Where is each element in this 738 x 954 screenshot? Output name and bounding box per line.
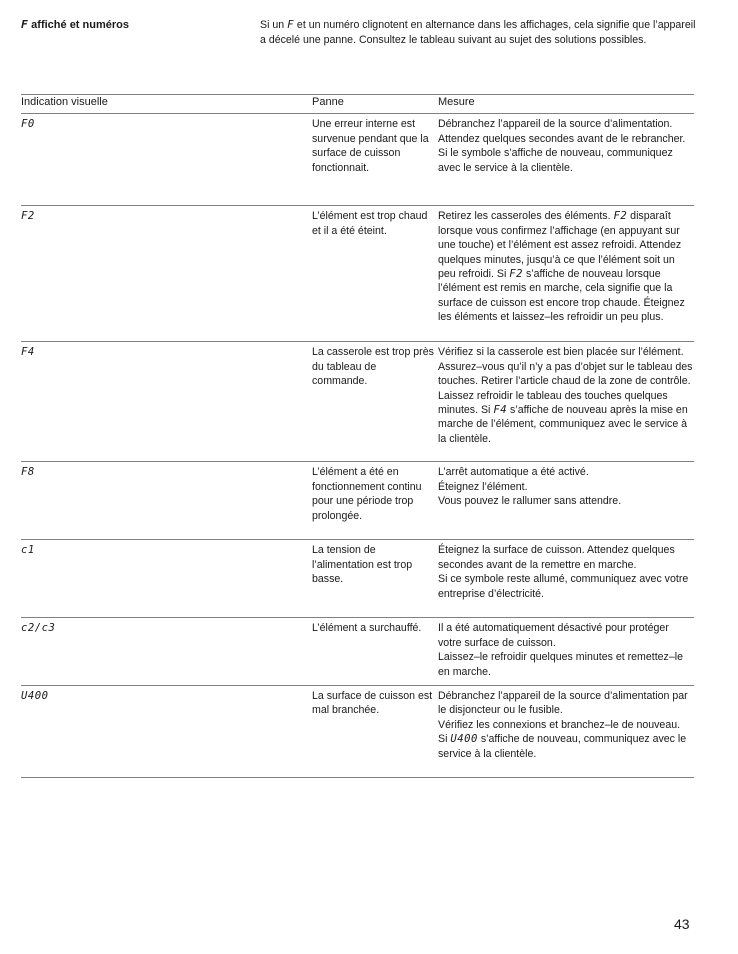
action-cell [438, 618, 694, 686]
table-row [21, 540, 694, 618]
fault-cell: Une erreur interne est survenue pendant que la surface de cuisson fonctionnait. [312, 114, 438, 206]
header-fault: Panne [312, 95, 438, 114]
intro-code: F [287, 19, 294, 31]
inline-display-code: F2 [509, 268, 524, 281]
action-line [438, 465, 694, 479]
display-code-cell [21, 114, 312, 206]
intro-text: Si un [260, 19, 288, 31]
action-cell [438, 686, 694, 778]
action-cell [438, 342, 694, 462]
inline-display-code: U400 [450, 733, 478, 746]
action-text: disparaît lorsque vous confirmez l’affichage (en appuyant sur une touche) et l’élément est assez refroidi. Attendez quelques minutes, jusqu’à ce que l’élément soit un peu refroidi. Si [438, 210, 682, 281]
action-text: Si le symbole s’affiche de nouveau, communiquez avec le service à la clientèle. [438, 147, 673, 174]
action-cell [438, 114, 694, 206]
action-text: Vérifiez les connexions et branchez–le de nouveau. [438, 718, 681, 731]
action-line [438, 572, 694, 601]
table-row [21, 114, 694, 206]
display-code: c2/c3 [21, 622, 56, 635]
display-code: F4 [21, 346, 35, 359]
action-text: s’affiche de nouveau, communiquez avec le service à la clientèle. [438, 733, 687, 760]
action-line [438, 480, 694, 494]
table-row [21, 342, 694, 462]
action-text: Il a été automatiquement désactivé pour protéger votre surface de cuisson. [438, 622, 669, 649]
heading-text: affiché et numéros [28, 19, 129, 31]
action-text: Vous pouvez le rallumer sans attendre. [438, 495, 622, 508]
action-cell [438, 462, 694, 540]
action-text: Si ce symbole reste allumé, communiquez avec votre entreprise d’électricité. [438, 573, 689, 600]
action-line [438, 732, 694, 761]
error-code-table [21, 94, 694, 778]
fault-cell: La surface de cuisson est mal branchée. [312, 686, 438, 778]
fault-cell: La casserole est trop près du tableau de commande. [312, 342, 438, 462]
action-line [438, 494, 694, 508]
intro-text-rest: et un numéro clignotent en alternance dans les affichages, cela signifie que l’appareil a décelé une panne. Consultez le tableau suivant au sujet des solutions possibles. [260, 19, 696, 46]
action-text: Éteignez l’élément. [438, 480, 528, 493]
fault-cell: L’élément est trop chaud et il a été éteint. [312, 206, 438, 342]
display-code: F0 [21, 118, 35, 131]
action-text: s’affiche de nouveau lorsque l’élément est remis en marche, cela signifie que la surface de cuisson est encore trop chaude. Éteignez les éléments et laissez–les refroidir un peu plus. [438, 268, 685, 324]
action-cell [438, 540, 694, 618]
header-action: Mesure [438, 95, 694, 114]
action-text: Éteignez la surface de cuisson. Attendez quelques secondes avant de la remettre en marche. [438, 544, 675, 571]
action-line [438, 117, 694, 146]
action-line [438, 209, 694, 324]
action-text: Laissez–le refroidir quelques minutes et remettez–le en marche. [438, 651, 683, 678]
table-header-row [21, 95, 694, 114]
action-text: Si [438, 733, 451, 746]
display-code-cell [21, 206, 312, 342]
action-line [438, 621, 694, 650]
action-text: Retirez les casseroles des éléments. [438, 210, 614, 223]
action-line [438, 689, 694, 718]
display-code-cell [21, 342, 312, 462]
intro-paragraph [260, 18, 700, 48]
display-code: F8 [21, 466, 35, 479]
display-code: c1 [21, 544, 35, 557]
table-row [21, 618, 694, 686]
action-line [438, 543, 694, 572]
table-row [21, 462, 694, 540]
fault-cell: L’élément a surchauffé. [312, 618, 438, 686]
display-code-cell [21, 686, 312, 778]
inline-display-code: F2 [613, 210, 628, 223]
display-code-cell [21, 462, 312, 540]
display-code: F2 [21, 210, 35, 223]
action-line [438, 718, 694, 732]
inline-display-code: F4 [493, 404, 508, 417]
heading-code: F [21, 18, 29, 31]
display-code: U400 [21, 690, 49, 703]
action-line [438, 650, 694, 679]
action-line [438, 345, 694, 446]
fault-cell: L’élément a été en fonctionnement continu pour une période trop prolongée. [312, 462, 438, 540]
action-text: s’affiche de nouveau après la mise en marche de l’élément, communiquez avec le service à la clientèle. [438, 404, 688, 445]
display-code-cell [21, 540, 312, 618]
action-text: Vérifiez si la casserole est bien placée sur l’élément. Assurez–vous qu’il n’y a pas d’objet sur le tableau des touches. Retirer l’article chaud de la zone de contrôle. Laissez refroidir le tableau des touches quelques minutes. Si [438, 346, 693, 417]
action-text: Débranchez l’appareil de la source d’alimentation. Attendez quelques secondes avant de le rebrancher. [438, 118, 686, 145]
display-code-cell [21, 618, 312, 686]
action-text: L’arrêt automatique a été activé. [438, 466, 589, 479]
action-cell [438, 206, 694, 342]
action-line [438, 146, 694, 175]
action-text: Débranchez l’appareil de la source d’alimentation par le disjoncteur ou le fusible. [438, 690, 688, 717]
table-row [21, 686, 694, 778]
header-indication: Indication visuelle [21, 95, 312, 114]
fault-cell: La tension de l’alimentation est trop basse. [312, 540, 438, 618]
page-number: 43 [674, 916, 690, 932]
table-row [21, 206, 694, 342]
section-heading [21, 18, 129, 31]
